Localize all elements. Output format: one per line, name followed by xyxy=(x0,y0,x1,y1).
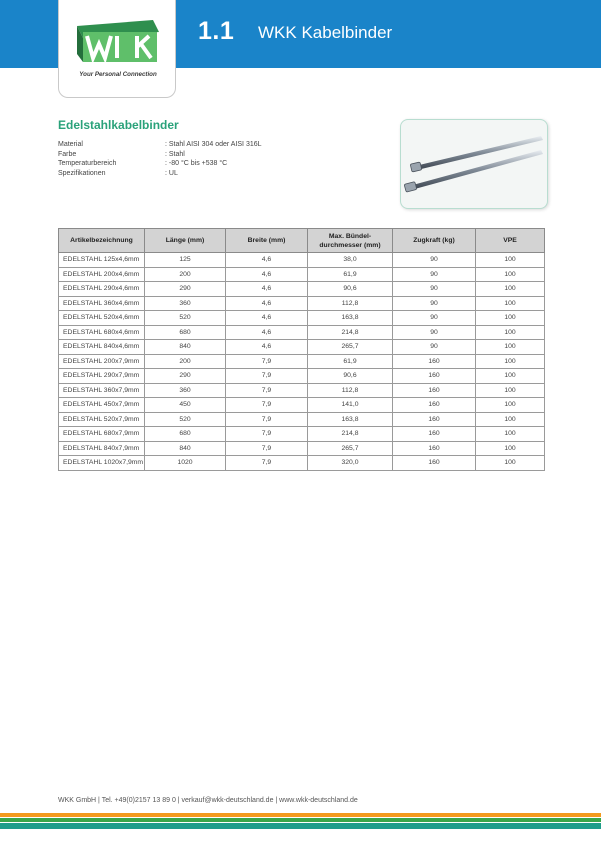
article-name-cell: EDELSTAHL 200x7,9mm xyxy=(59,354,145,369)
table-cell: 840 xyxy=(145,340,226,355)
column-header: Breite (mm) xyxy=(226,229,308,253)
table-cell: 163,8 xyxy=(308,412,393,427)
table-cell: 100 xyxy=(476,296,545,311)
table-cell: 320,0 xyxy=(308,456,393,471)
table-row xyxy=(59,398,545,413)
article-name-cell: EDELSTAHL 450x7,9mm xyxy=(59,398,145,413)
chapter-title: WKK Kabelbinder xyxy=(258,23,393,42)
table-cell: 680 xyxy=(145,427,226,442)
column-header: Länge (mm) xyxy=(145,229,226,253)
spec-value: : Stahl AISI 304 oder AISI 316L xyxy=(165,141,262,148)
article-name-cell: EDELSTAHL 680x4,6mm xyxy=(59,325,145,340)
article-name-cell: EDELSTAHL 360x7,9mm xyxy=(59,383,145,398)
table-cell: 4,6 xyxy=(226,325,308,340)
table-row xyxy=(59,427,545,442)
article-name-cell: EDELSTAHL 520x7,9mm xyxy=(59,412,145,427)
table-cell: 163,8 xyxy=(308,311,393,326)
table-cell: 100 xyxy=(476,369,545,384)
cable-ties-icon xyxy=(401,120,547,208)
table-cell: 7,9 xyxy=(226,412,308,427)
chapter-number: 1.1 xyxy=(198,17,235,45)
table-cell: 160 xyxy=(393,412,476,427)
table-cell: 7,9 xyxy=(226,383,308,398)
table-cell: 100 xyxy=(476,412,545,427)
table-row xyxy=(59,441,545,456)
article-name-cell: EDELSTAHL 1020x7,9mm xyxy=(59,456,145,471)
table-cell: 90 xyxy=(393,340,476,355)
table-cell: 520 xyxy=(145,311,226,326)
table-row xyxy=(59,282,545,297)
column-header: VPE xyxy=(476,229,545,253)
table-cell: 90 xyxy=(393,282,476,297)
table-cell: 4,6 xyxy=(226,282,308,297)
footer-stripe-teal xyxy=(0,823,601,829)
table-row xyxy=(59,340,545,355)
table-cell: 112,8 xyxy=(308,383,393,398)
table-cell: 520 xyxy=(145,412,226,427)
table-cell: 61,9 xyxy=(308,267,393,282)
table-cell: 1020 xyxy=(145,456,226,471)
table-cell: 100 xyxy=(476,383,545,398)
table-cell: 160 xyxy=(393,427,476,442)
table-cell: 265,7 xyxy=(308,441,393,456)
table-cell: 160 xyxy=(393,369,476,384)
tagline: Your Personal Connection xyxy=(79,71,157,78)
table-cell: 100 xyxy=(476,427,545,442)
table-row xyxy=(59,369,545,384)
table-cell: 100 xyxy=(476,267,545,282)
table-cell: 7,9 xyxy=(226,441,308,456)
table-cell: 100 xyxy=(476,398,545,413)
table-cell: 200 xyxy=(145,354,226,369)
table-cell: 360 xyxy=(145,383,226,398)
table-row xyxy=(59,253,545,268)
table-cell: 100 xyxy=(476,325,545,340)
spec-row xyxy=(58,140,262,150)
table-row xyxy=(59,354,545,369)
table-cell: 90 xyxy=(393,296,476,311)
article-name-cell: EDELSTAHL 290x7,9mm xyxy=(59,369,145,384)
table-cell: 125 xyxy=(145,253,226,268)
table-cell: 100 xyxy=(476,441,545,456)
spec-value: : UL xyxy=(165,169,178,177)
table-cell: 7,9 xyxy=(226,369,308,384)
footer-contact: WKK GmbH | Tel. +49(0)2157 13 89 0 | verkauf@wkk-deutschland.de | www.wkk-deutschland.de xyxy=(58,797,358,804)
table-cell: 265,7 xyxy=(308,340,393,355)
article-name-cell: EDELSTAHL 680x7,9mm xyxy=(59,427,145,442)
product-table xyxy=(58,228,545,471)
spec-label: Temperaturbereich xyxy=(58,160,117,168)
table-body xyxy=(59,253,545,471)
section-title: Edelstahlkabelbinder xyxy=(58,118,179,132)
table-cell: 160 xyxy=(393,383,476,398)
table-cell: 90 xyxy=(393,325,476,340)
spec-label: Farbe xyxy=(58,150,77,158)
column-header: Artikelbezeichnung xyxy=(59,229,145,253)
article-name-cell: EDELSTAHL 200x4,6mm xyxy=(59,267,145,282)
spec-row xyxy=(58,150,262,160)
table-cell: 4,6 xyxy=(226,311,308,326)
table-cell: 680 xyxy=(145,325,226,340)
table-cell: 840 xyxy=(145,441,226,456)
article-name-cell: EDELSTAHL 125x4,6mm xyxy=(59,253,145,268)
logo-box xyxy=(58,0,176,98)
table-cell: 160 xyxy=(393,398,476,413)
table-row xyxy=(59,296,545,311)
table-cell: 100 xyxy=(476,340,545,355)
article-name-cell: EDELSTAHL 840x7,9mm xyxy=(59,441,145,456)
table-row xyxy=(59,325,545,340)
table-cell: 290 xyxy=(145,369,226,384)
table-row xyxy=(59,412,545,427)
table-cell: 7,9 xyxy=(226,398,308,413)
table-cell: 4,6 xyxy=(226,267,308,282)
table-row xyxy=(59,456,545,471)
table-cell: 100 xyxy=(476,456,545,471)
table-cell: 360 xyxy=(145,296,226,311)
table-cell: 61,9 xyxy=(308,354,393,369)
table-cell: 7,9 xyxy=(226,456,308,471)
table-cell: 214,8 xyxy=(308,325,393,340)
table-cell: 4,6 xyxy=(226,253,308,268)
spec-row xyxy=(58,169,262,179)
column-header: Zugkraft (kg) xyxy=(393,229,476,253)
spec-label: Material xyxy=(58,141,83,148)
column-header: Max. Bündel-durchmesser (mm) xyxy=(308,229,393,253)
table-cell: 160 xyxy=(393,456,476,471)
table-cell: 4,6 xyxy=(226,296,308,311)
spec-row xyxy=(58,159,262,169)
article-name-cell: EDELSTAHL 290x4,6mm xyxy=(59,282,145,297)
table-cell: 100 xyxy=(476,354,545,369)
table-cell: 141,0 xyxy=(308,398,393,413)
table-cell: 100 xyxy=(476,282,545,297)
table-row xyxy=(59,383,545,398)
table-cell: 290 xyxy=(145,282,226,297)
table-cell: 90,6 xyxy=(308,369,393,384)
article-name-cell: EDELSTAHL 520x4,6mm xyxy=(59,311,145,326)
spec-value: : Stahl xyxy=(165,150,185,158)
table-cell: 7,9 xyxy=(226,354,308,369)
footer-stripe-orange xyxy=(0,813,601,817)
table-cell: 90 xyxy=(393,311,476,326)
table-cell: 7,9 xyxy=(226,427,308,442)
table-cell: 112,8 xyxy=(308,296,393,311)
table-cell: 90,6 xyxy=(308,282,393,297)
table-cell: 200 xyxy=(145,267,226,282)
table-cell: 90 xyxy=(393,267,476,282)
table-cell: 90 xyxy=(393,253,476,268)
table-cell: 214,8 xyxy=(308,427,393,442)
table-header-row xyxy=(59,229,545,253)
footer-stripe-green xyxy=(0,818,601,822)
spec-list xyxy=(58,140,262,178)
table-cell: 450 xyxy=(145,398,226,413)
table-cell: 4,6 xyxy=(226,340,308,355)
wkk-logo xyxy=(73,16,163,66)
product-photo xyxy=(400,119,548,209)
spec-value: : -80 °C bis +538 °C xyxy=(165,160,228,168)
table-cell: 100 xyxy=(476,253,545,268)
table-cell: 100 xyxy=(476,311,545,326)
table-cell: 160 xyxy=(393,354,476,369)
article-name-cell: EDELSTAHL 840x4,6mm xyxy=(59,340,145,355)
spec-label: Spezifikationen xyxy=(58,169,106,177)
table-row xyxy=(59,267,545,282)
article-name-cell: EDELSTAHL 360x4,6mm xyxy=(59,296,145,311)
table-cell: 160 xyxy=(393,441,476,456)
table-cell: 38,0 xyxy=(308,253,393,268)
table-row xyxy=(59,311,545,326)
